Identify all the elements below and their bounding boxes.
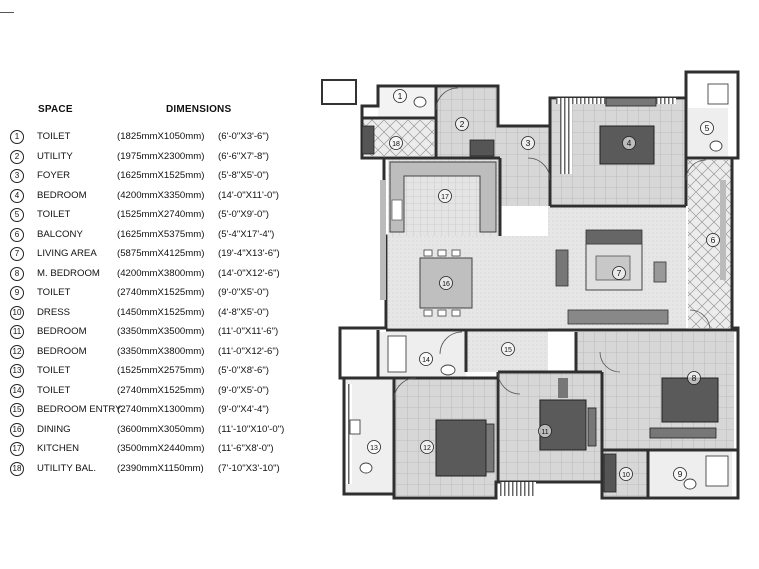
room-label-number: 11	[541, 429, 549, 436]
room-dimensions-ft: (5'-0"X9'-0")	[218, 209, 269, 220]
room-name: DINING	[37, 423, 71, 435]
room-label-number: 5	[704, 123, 710, 133]
room-number-circle: 6	[10, 228, 24, 242]
room-label-number: 17	[441, 194, 449, 201]
room-dimensions-ft: (9'-0"X4'-4")	[218, 404, 269, 415]
room-dimensions-mm: (4200mmX3350mm)	[117, 189, 205, 201]
room-dimensions-ft: (5'-0"X8'-6")	[218, 365, 269, 376]
room-dimensions-ft: (11'-10"X10'-0")	[218, 423, 285, 435]
room-number-circle: 15	[10, 403, 24, 417]
room-label-number: 13	[370, 445, 378, 452]
room-dimensions-mm: (1525mmX2740mm)	[117, 209, 205, 220]
room-name: KITCHEN	[37, 443, 80, 454]
room-number-circle: 4	[10, 189, 24, 203]
room-label-number: 14	[422, 357, 430, 364]
room-dimensions-mm: (3350mmX3800mm)	[117, 345, 205, 357]
room-number-circle: 16	[10, 423, 24, 437]
room-dimensions-ft: (9'-0"X5'-0")	[218, 384, 269, 396]
room-label-number: 7	[616, 268, 622, 278]
room-dimensions-mm: (2740mmX1525mm)	[117, 384, 205, 396]
room-label-number: 8	[691, 373, 697, 383]
room-dimensions-ft: (14'-0"X11'-0")	[218, 189, 279, 201]
room-label-number: 18	[392, 141, 400, 148]
room-number-circle: 5	[10, 208, 24, 222]
room-name: TOILET	[37, 384, 71, 396]
room-label-number: 16	[442, 281, 450, 288]
room-number-circle: 13	[10, 364, 24, 378]
room-number-circle: 2	[10, 150, 24, 164]
room-dimensions-ft: (19'-4"X13'-6")	[218, 248, 280, 259]
room-number-circle: 10	[10, 306, 24, 320]
room-dimensions-mm: (2390mmX1150mm)	[117, 462, 204, 474]
legend-header-dimensions: DIMENSIONS	[166, 104, 232, 115]
room-dimensions-mm: (2740mmX1525mm)	[117, 287, 205, 298]
room-label-number: 4	[626, 138, 632, 148]
bed-master-bedroom	[662, 378, 718, 422]
room-label-number: 1	[397, 91, 403, 101]
room-dimensions-ft: (9'-0"X5'-0")	[218, 287, 269, 298]
room-dimensions-ft: (11'-0"X12'-6")	[218, 345, 279, 357]
room-name: DRESS	[37, 306, 71, 318]
room-label-number: 3	[525, 138, 531, 148]
room-name: TOILET	[37, 131, 71, 142]
room-label-number: 12	[423, 445, 431, 452]
room-dimensions-mm: (3500mmX2440mm)	[117, 443, 205, 454]
legend-header-space: SPACE	[38, 104, 73, 115]
room-number-circle: 9	[10, 286, 24, 300]
room-dimensions-mm: (1625mmX1525mm)	[117, 170, 205, 181]
room-dimensions-ft: (11'-0"X11'-6")	[218, 326, 279, 337]
room-dimensions-ft: (14'-0"X12'-6")	[218, 267, 280, 279]
room-dimensions-mm: (1625mmX5375mm)	[117, 228, 205, 240]
room-name: UTILITY	[37, 150, 73, 162]
room-name: FOYER	[37, 170, 71, 181]
room-number-circle: 12	[10, 345, 24, 359]
room-number-circle: 18	[10, 462, 24, 476]
room-number-circle: 14	[10, 384, 24, 398]
room-label-number: 9	[677, 469, 683, 479]
room-dimensions-mm: (1450mmX1525mm)	[117, 306, 205, 318]
room-dimensions-ft: (4'-8"X5'-0")	[218, 306, 269, 318]
room-dimensions-mm: (1975mmX2300mm)	[117, 150, 205, 162]
room-name: BALCONY	[37, 228, 83, 240]
room-number-circle: 8	[10, 267, 24, 281]
room-label-number: 15	[504, 347, 512, 354]
room-dimensions-ft: (6'-0"X3'-6")	[218, 131, 269, 142]
room-dimensions-ft: (11'-6"X8'-0")	[218, 443, 274, 454]
room-name: LIVING AREA	[37, 248, 97, 259]
room-number-circle: 3	[10, 169, 24, 183]
room-dimensions-mm: (1825mmX1050mm)	[117, 131, 205, 142]
room-dimensions-ft: (5'-4"X17'-4")	[218, 228, 275, 240]
room-name: BEDROOM	[37, 345, 87, 357]
room-name: M. BEDROOM	[37, 267, 100, 279]
room-dimensions-ft: (5'-8"X5'-0")	[218, 170, 269, 181]
room-name: UTILITY BAL.	[37, 462, 97, 474]
room-name: BEDROOM	[37, 189, 87, 201]
room-dimensions-ft: (6'-6"X7'-8")	[218, 150, 269, 162]
room-name: BEDROOM ENTRY	[37, 404, 122, 415]
room-dimensions-mm: (1525mmX2575mm)	[117, 365, 205, 376]
room-dimensions-mm: (2740mmX1300mm)	[117, 404, 205, 415]
room-label-number: 6	[710, 235, 716, 245]
room-name: TOILET	[37, 365, 71, 376]
room-name: TOILET	[37, 209, 71, 220]
room-name: BEDROOM	[37, 326, 87, 337]
room-label-number: 2	[459, 119, 465, 129]
room-dimensions-ft: (7'-10"X3'-10")	[218, 462, 280, 474]
room-dimensions-mm: (3350mmX3500mm)	[117, 326, 205, 337]
room-label-number: 10	[622, 472, 630, 479]
floor-toilet-1	[378, 88, 438, 120]
room-number-circle: 1	[10, 130, 24, 144]
room-name: TOILET	[37, 287, 71, 298]
room-dimensions-mm: (3600mmX3050mm)	[117, 423, 205, 435]
room-dimensions-mm: (5875mmX4125mm)	[117, 248, 205, 259]
room-number-circle: 11	[10, 325, 24, 339]
room-dimensions-mm: (4200mmX3800mm)	[117, 267, 205, 279]
bed-bedroom-12	[436, 420, 486, 476]
room-number-circle: 7	[10, 247, 24, 261]
room-number-circle: 17	[10, 442, 24, 456]
